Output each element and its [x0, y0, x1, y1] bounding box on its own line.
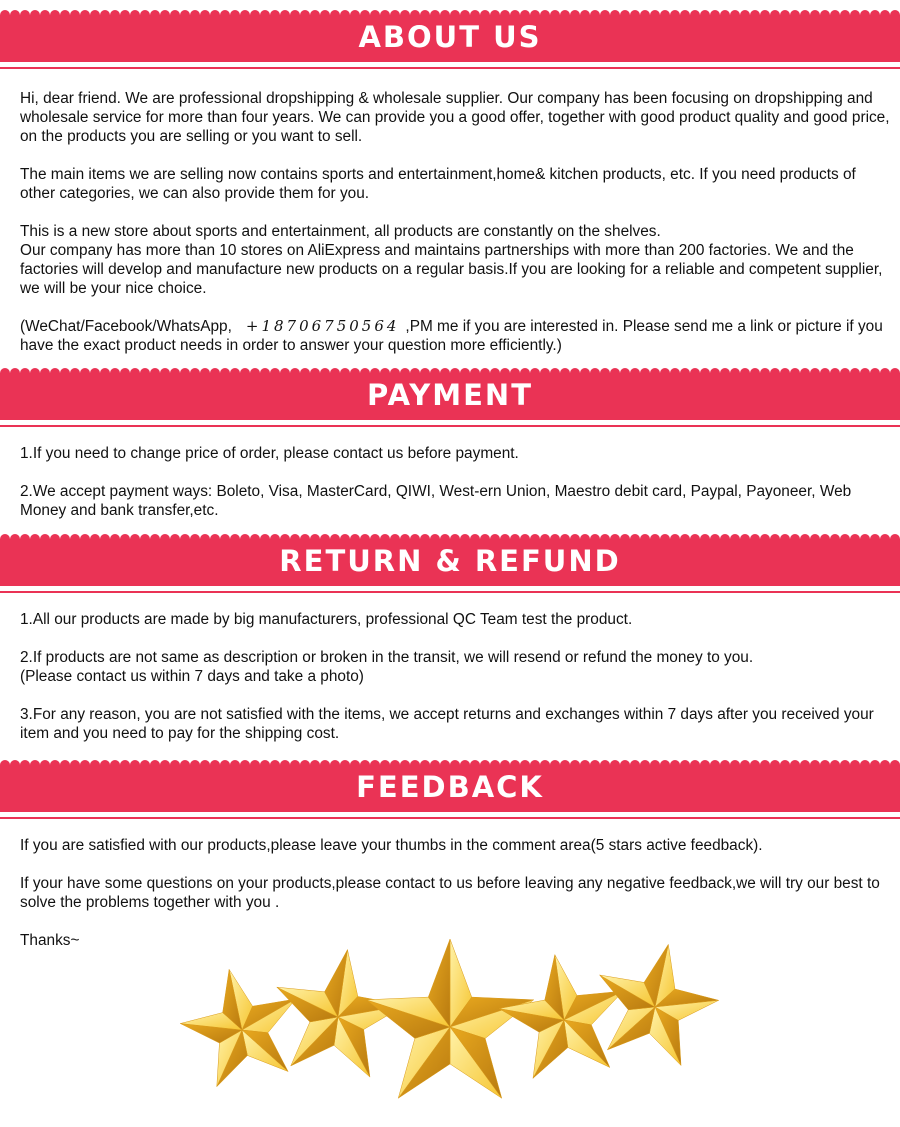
about-items-paragraph: The main items we are selling now contains sports and entertainment,home& kitchen products, etc. If you need products of other categories, we can also provide them for you.	[20, 166, 856, 202]
feedback-banner	[0, 760, 900, 822]
contact-prefix: (WeChat/Facebook/WhatsApp,	[20, 318, 232, 335]
star-icon	[499, 955, 623, 1079]
refund-paragraph-2	[20, 648, 890, 686]
payment-paragraph-1: 1.If you need to change price of order, please contact us before payment.	[20, 445, 519, 462]
feedback-paragraph-2: If your have some questions on your products,please contact to us before leaving any negative feedback,we will try our best to solve the problems together with you .	[20, 875, 880, 911]
star-icon	[180, 969, 295, 1086]
about-store-line1: This is a new store about sports and entertainment, all products are constantly on the shelves.	[20, 223, 661, 240]
phone-number: +18706750564	[245, 317, 400, 335]
payment-title: PAYMENT	[367, 378, 533, 412]
banner-underline	[0, 425, 900, 427]
contact-suffix: ,PM me if you are interested in. Please send me a link or picture if you have the exact product needs in order to answer your question more efficiently.)	[20, 318, 883, 354]
return-refund-banner	[0, 534, 900, 596]
banner-underline	[0, 817, 900, 819]
banner-underline	[0, 591, 900, 593]
feedback-section	[20, 836, 890, 950]
about-intro-paragraph: Hi, dear friend. We are professional dropshipping & wholesale supplier. Our company has been focusing on dropshipping and wholesale service for more than four years. We can provide you a good offer, together with good product quality and good price, on the products you are selling or you want to sell.	[20, 90, 890, 145]
feedback-paragraph-1: If you are satisfied with our products,please leave your thumbs in the comment area(5 stars active feedback).	[20, 837, 763, 854]
refund-paragraph-1: 1.All our products are made by big manufacturers, professional QC Team test the product.	[20, 611, 633, 628]
refund-paragraph-3: 3.For any reason, you are not satisfied with the items, we accept returns and exchanges within 7 days after you received your item and you need to pay for the shipping cost.	[20, 706, 874, 742]
feedback-thanks: Thanks~	[20, 932, 80, 949]
payment-banner	[0, 368, 900, 430]
about-contact-paragraph	[20, 317, 890, 355]
refund-line-1: 2.If products are not same as description or broken in the transit, we will resend or refund the money to you.	[20, 649, 754, 666]
about-us-section	[20, 89, 890, 355]
star-icon	[600, 944, 719, 1065]
payment-section	[20, 444, 890, 520]
five-stars-image	[180, 935, 725, 1110]
about-us-title: ABOUT US	[358, 20, 542, 54]
return-refund-title: RETURN & REFUND	[279, 544, 621, 578]
about-store-paragraph	[20, 222, 890, 298]
return-refund-section	[20, 610, 890, 743]
about-store-line2: Our company has more than 10 stores on AliExpress and maintains partnerships with more than 200 factories. We and the factories will develop and manufacture new products on a regular basis.If you are looking for a reliable and competent supplier, we will be your nice choice.	[20, 242, 883, 297]
banner-underline	[0, 67, 900, 69]
star-icon	[366, 939, 533, 1098]
refund-line-2: (Please contact us within 7 days and take a photo)	[20, 668, 364, 685]
feedback-title: FEEDBACK	[356, 770, 544, 804]
about-us-banner	[0, 10, 900, 72]
payment-paragraph-2: 2.We accept payment ways: Boleto, Visa, MasterCard, QIWI, West-ern Union, Maestro debit card, Paypal, Payoneer, Web Money and bank transfer,etc.	[20, 483, 852, 519]
